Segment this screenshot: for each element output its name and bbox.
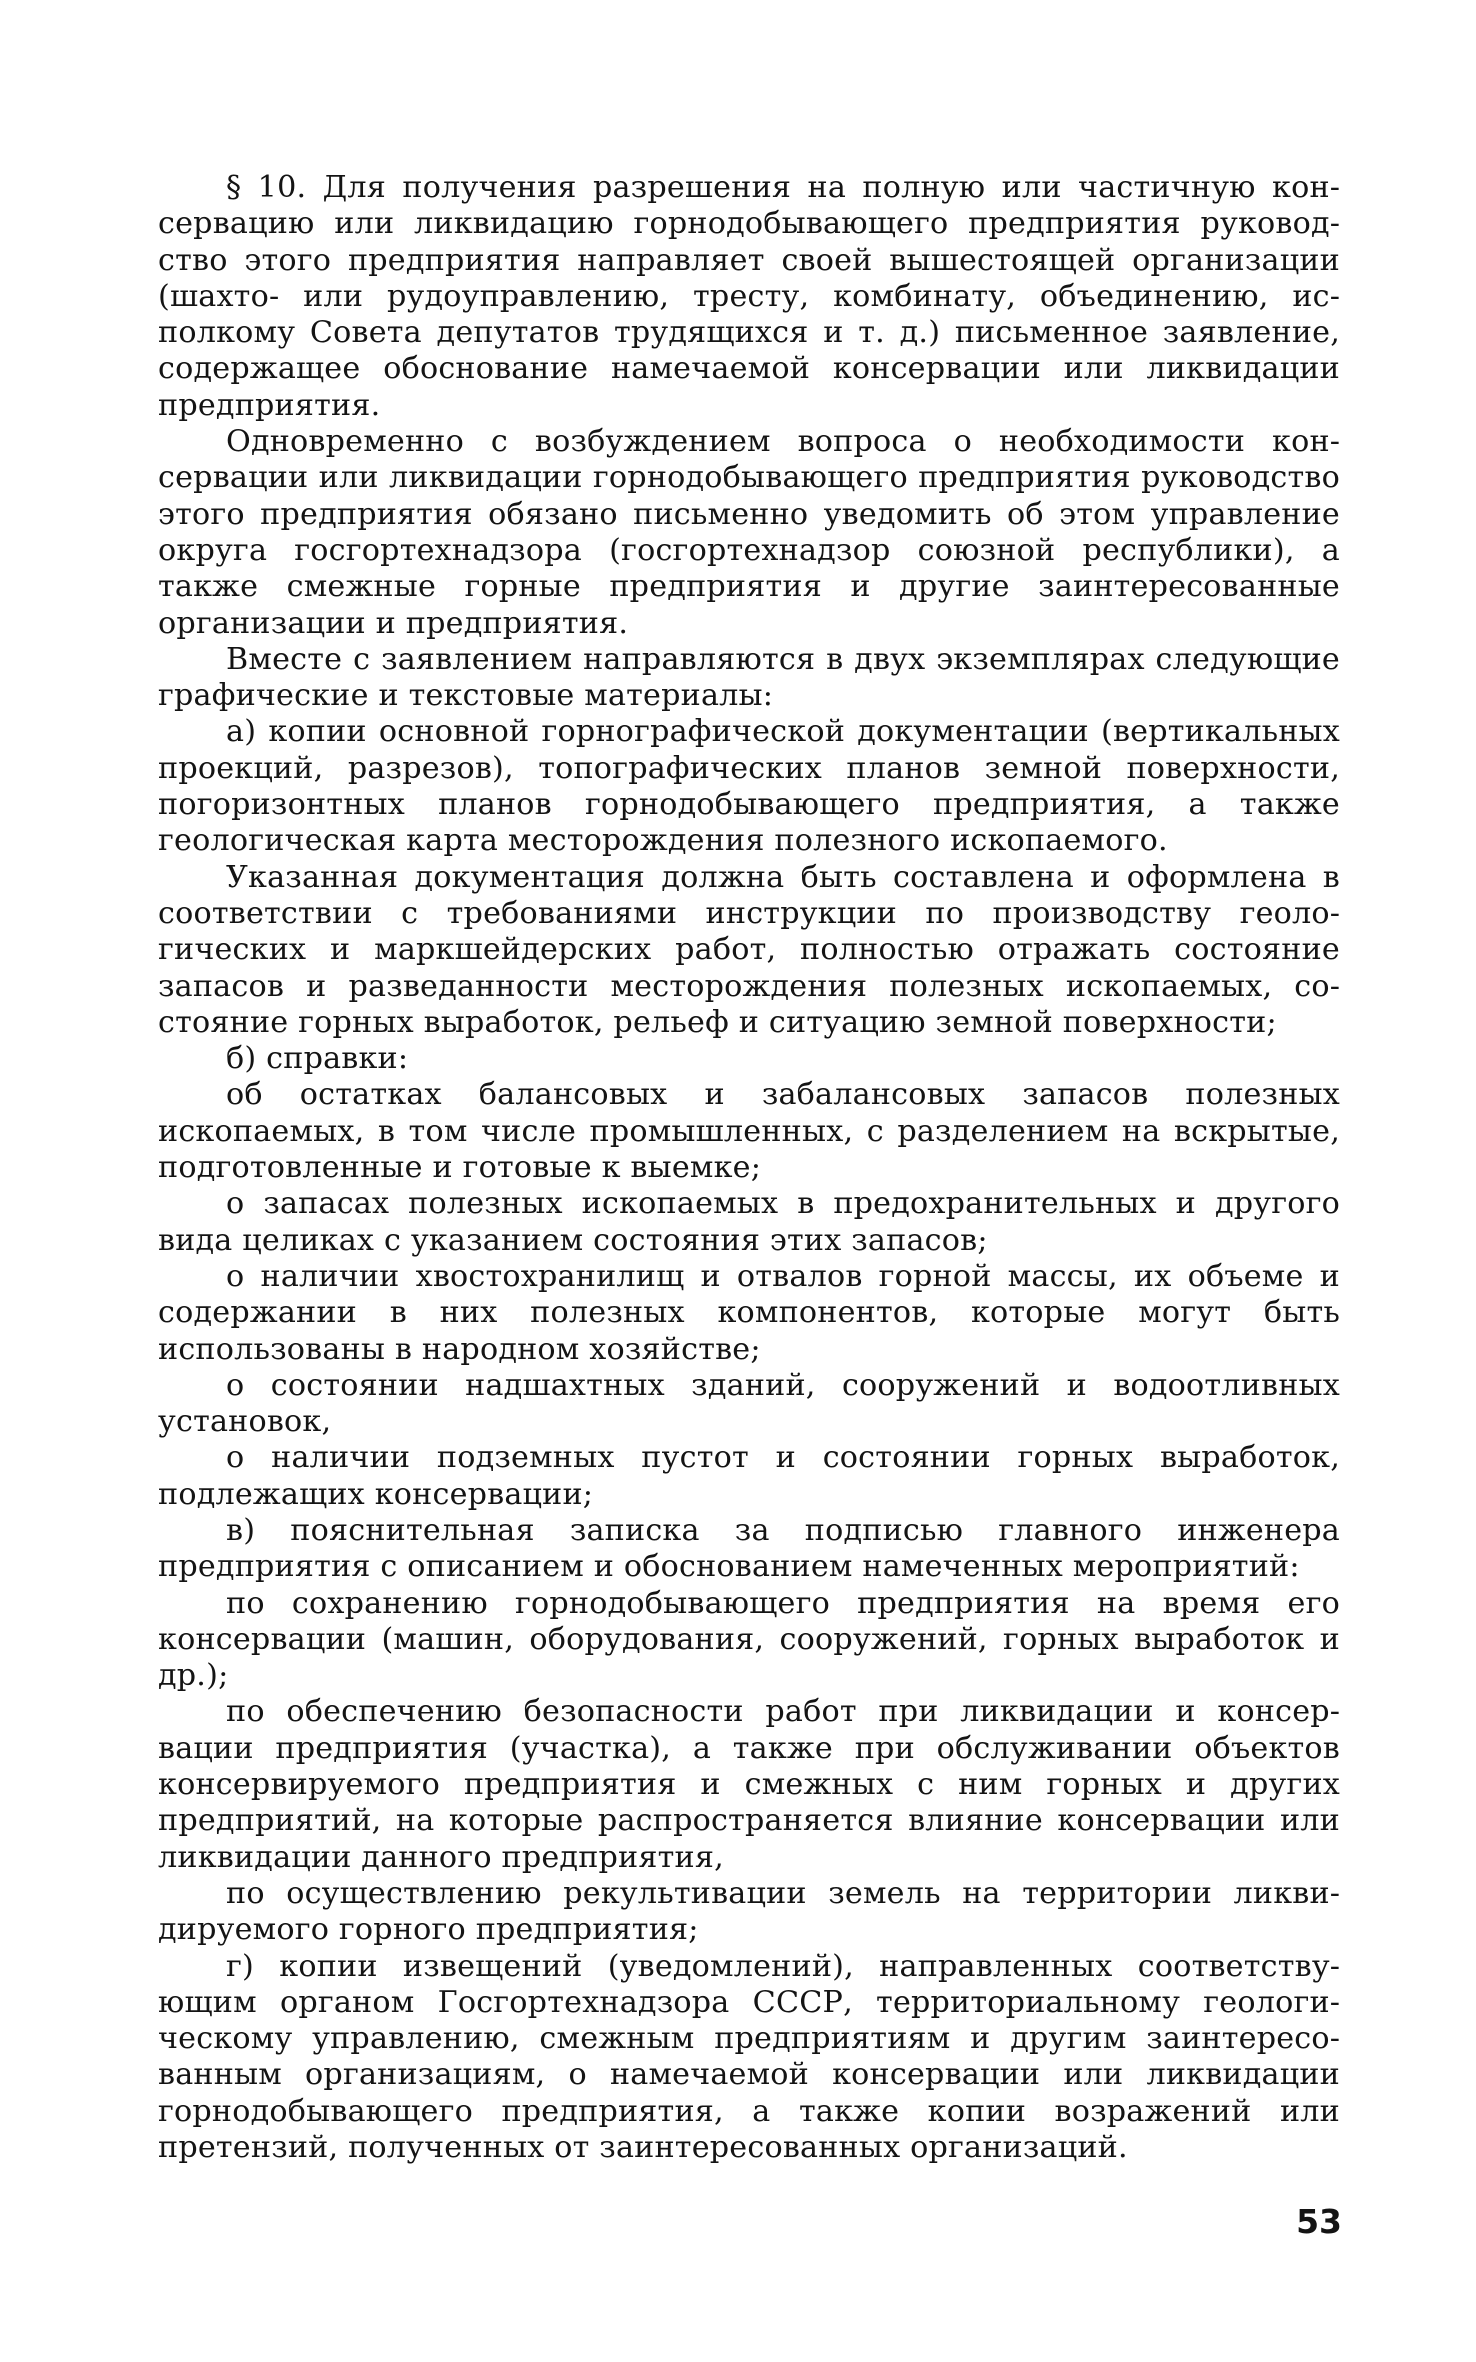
paragraph-buildings: о состоянии надшахтных зданий, сооружений и водоотливных установок, <box>158 1367 1340 1440</box>
paragraph-safety: по обеспечению безопасности работ при ликвидации и консервации предприятия (участка), а также при обслуживании объектов консервируемого предприятия и смежных с ним горных и других предприятий, на которые распространяется влияние консервации или ликвидации данного предприятия, <box>158 1694 1340 1875</box>
paragraph-notification: Одновременно с возбуждением вопроса о необходимости консервации или ликвидации горнодобывающего предприятия руководство этого предприятия обязано письменно уведомить об этом управление округа госгортехнадзора (госгортехнадзор союзной республики), а также смежные горные предприятия и другие заинтересованные организации и предприятия. <box>158 424 1340 641</box>
paragraph-materials-intro: Вместе с заявлением направляются в двух экземплярах следующие графические и текстовые материалы: <box>158 641 1340 714</box>
paragraph-voids: о наличии подземных пустот и состоянии горных выработок, подлежащих консервации; <box>158 1440 1340 1512</box>
page-body <box>158 170 1340 2166</box>
paragraph-item-v: в) пояснительная записка за подписью главного инженера предприятия с описанием и обоснованием намеченных мероприятий: <box>158 1512 1340 1585</box>
paragraph-recultivation: по осуществлению рекультивации земель на территории ликвидируемого горного предприятия; <box>158 1875 1340 1948</box>
paragraph-item-b: б) справки: <box>226 1041 409 1077</box>
paragraph-section-10: § 10. Для получения разрешения на полную или частичную консервацию или ликвидацию горнодобывающего предприятия руководство этого предприятия направляет своей вышестоящей организации (шахто- или рудоуправлению, тресту, комбинату, объединению, исполкому Совета депутатов трудящихся и т. д.) письменное заявление, содержащее обоснование намечаемой консервации или ликвидации предприятия. <box>158 170 1340 423</box>
paragraph-documentation: Указанная документация должна быть составлена и оформлена в соответствии с требованиями инструкции по производству геологических и маркшейдерских работ, полностью отражать состояние запасов и разведанности месторождения полезных ископаемых, состояние горных выработок, рельеф и ситуацию земной поверхности; <box>158 859 1340 1040</box>
paragraph-item-a: а) копии основной горнографической документации (вертикальных проекций, разрезов), топографических планов земной поверхности, погоризонтных планов горнодобывающего предприятия, а также геологическая карта месторождения полезного ископаемого. <box>158 714 1340 859</box>
paragraph-item-g: г) копии извещений (уведомлений), направленных соответствующим органом Госгортехнадзора СССР, территориальному геологическому управлению, смежным предприятиям и другим заинтересованным организациям, о намечаемой консервации или ликвидации горнодобывающего предприятия, а также копии возражений или претензий, полученных от заинтересованных организаций. <box>158 1948 1340 2166</box>
paragraph-preservation: по сохранению горнодобывающего предприятия на время его консервации (машин, оборудования, сооружений, горных выработок и др.); <box>158 1585 1340 1694</box>
page-number: 53 <box>1296 2202 1342 2241</box>
paragraph-reserves-pillars: о запасах полезных ископаемых в предохранительных и другого вида целиках с указанием состояния этих запасов; <box>158 1186 1340 1258</box>
paragraph-tailings: о наличии хвостохранилищ и отвалов горной массы, их объеме и содержании в них полезных компонентов, которые могут быть использованы в народном хозяйстве; <box>158 1258 1340 1367</box>
paragraph-reserves-balance: об остатках балансовых и забалансовых запасов полезных ископаемых, в том числе промышленных, с разделением на вскрытые, подготовленные и готовые к выемке; <box>158 1077 1340 1186</box>
